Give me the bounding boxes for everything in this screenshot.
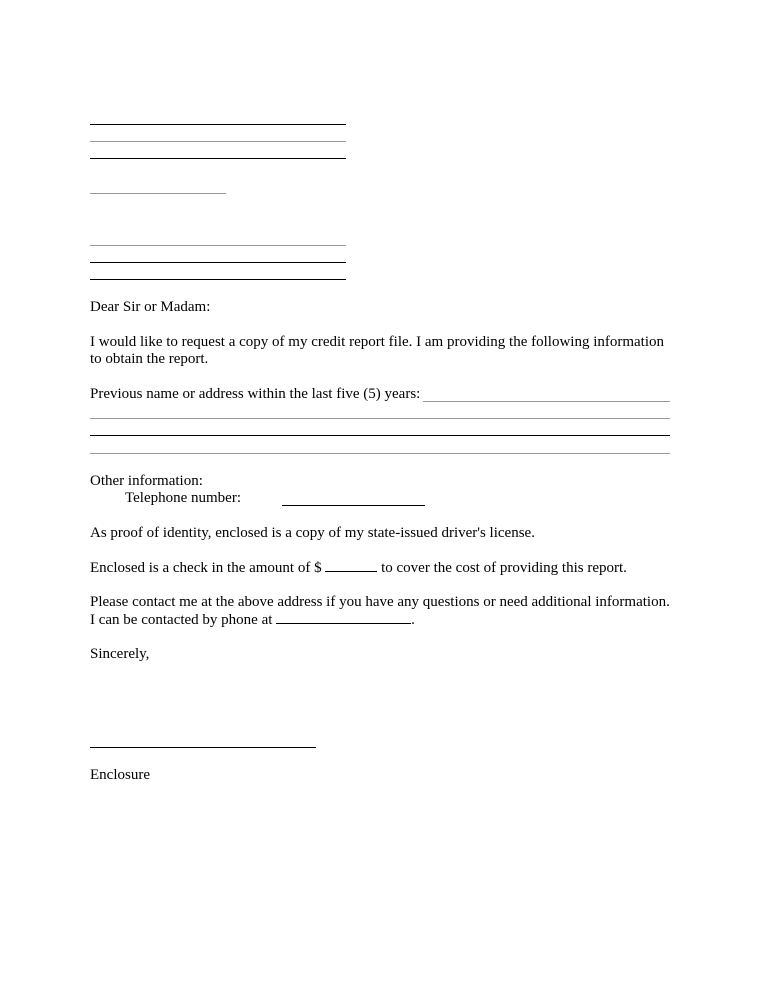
check-amount-blank[interactable] (325, 559, 377, 572)
salutation: Dear Sir or Madam: (90, 299, 211, 315)
telephone-field-line[interactable] (282, 505, 425, 506)
closing: Sincerely, (90, 646, 150, 662)
check-text-after: to cover the cost of providing this report. (381, 560, 627, 576)
contact-text-after: . (411, 612, 415, 628)
check-text-before: Enclosed is a check in the amount of $ (90, 560, 322, 576)
previous-address-line-3[interactable] (90, 435, 670, 436)
enclosure-note: Enclosure (90, 767, 150, 783)
proof-of-identity-text: As proof of identity, enclosed is a copy of my state-issued driver's license. (90, 525, 535, 541)
contact-phone-blank[interactable] (276, 611, 411, 624)
previous-address-label: Previous name or address within the last five (5) years: (90, 386, 421, 402)
previous-address-line-4[interactable] (90, 453, 670, 454)
other-information-label: Other information: (90, 473, 203, 489)
recipient-address-line-1[interactable] (90, 245, 346, 246)
request-paragraph-line-2: to obtain the report. (90, 351, 209, 367)
contact-text-before: I can be contacted by phone at (90, 612, 273, 628)
request-paragraph-line-1: I would like to request a copy of my credit report file. I am providing the following information (90, 334, 665, 350)
sender-address-line-1[interactable] (90, 124, 346, 125)
sender-address-line-3[interactable] (90, 158, 346, 159)
recipient-address-line-2[interactable] (90, 262, 346, 263)
contact-paragraph-line-1: Please contact me at the above address if you have any questions or need additional information. (90, 594, 670, 610)
check-amount-text (90, 559, 627, 577)
contact-paragraph-line-2 (90, 611, 415, 629)
signature-line[interactable] (90, 747, 316, 748)
previous-address-line-2[interactable] (90, 418, 670, 419)
sender-address-line-2[interactable] (90, 141, 346, 142)
recipient-address-line-3[interactable] (90, 279, 346, 280)
date-line[interactable] (90, 193, 226, 194)
telephone-label: Telephone number: (125, 490, 241, 506)
previous-address-line-1[interactable] (423, 401, 670, 402)
